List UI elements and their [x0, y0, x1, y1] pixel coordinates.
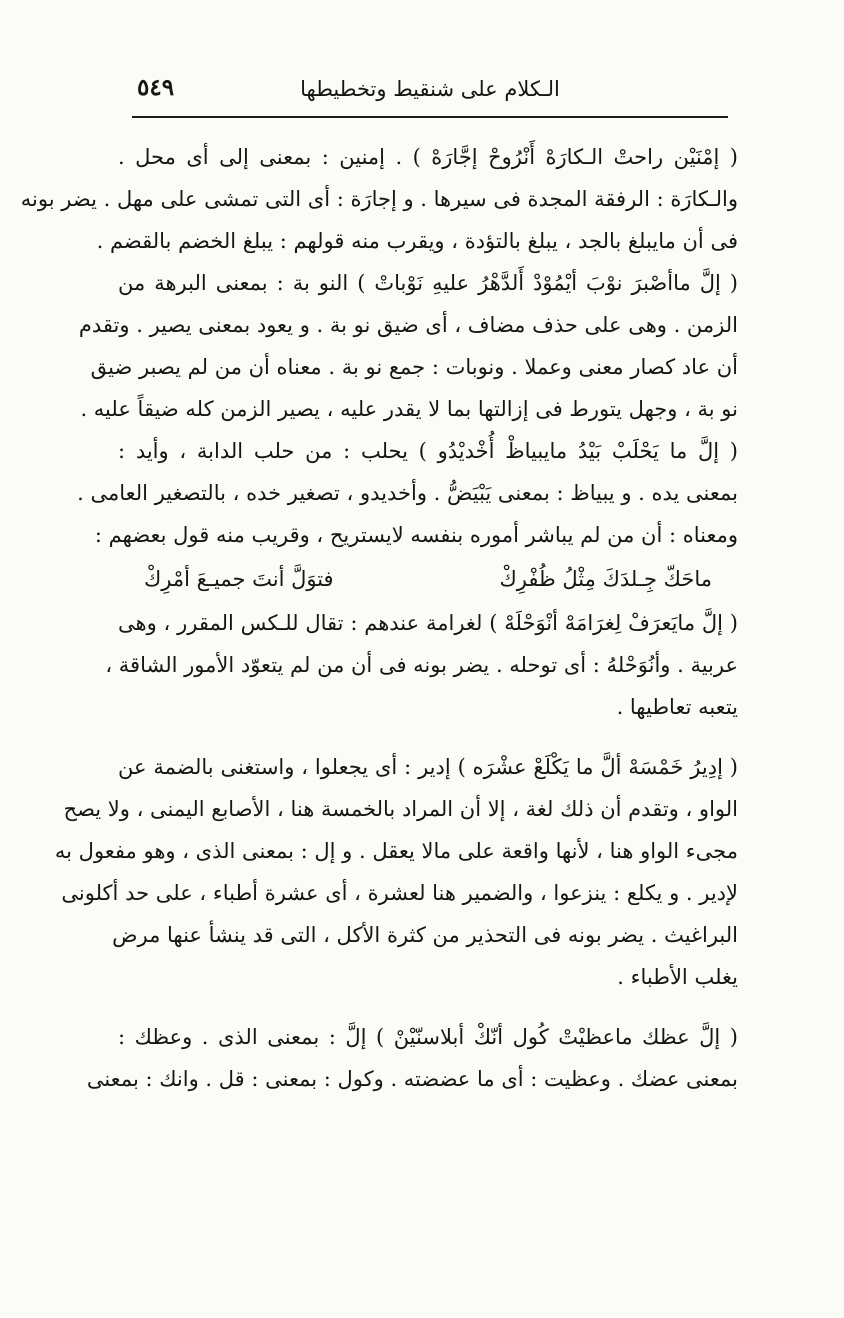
verse-first-hemistich: ماحَكّ جِـلدَكَ مِثْلُ ظُفْرِكْ	[499, 567, 712, 591]
text-line: عربية . وأنُوَحْلهُ : أى توحله . يضر بونه فى أن من لم يتعوّد الأمور الشاقة ،	[105, 653, 738, 677]
page-body	[20, 136, 738, 1100]
text-line: والـكارَة : الرفقة المجدة فى سيرها . و إجارَة : أى التى تمشى على مهل . يضر بونه	[20, 187, 738, 211]
page-header	[135, 72, 725, 106]
text-line: ( إلَّ عظك ماعظيْتْ كُول أنّكْ أبلاسنّيْنْ ) إلَّ : بمعنى الذى . وعظك :	[118, 1025, 738, 1049]
text-line: بمعنى عضك . وعظيت : أى ما عضضته . وكول : بمعنى : قل . وانك : بمعنى	[86, 1067, 738, 1091]
text-line: لإدير . و يكلع : ينزعوا ، والضمير هنا لعشرة ، أى عشرة أطباء ، على حد أكلونى	[61, 881, 738, 905]
verse-second-hemistich: فتوَلَّ أنتَ جميـعَ أمْرِكْ	[144, 567, 334, 591]
text-line: ( إلَّ مايَعرَفْ لِغرَامَهْ أنْوَحْلَهْ ) لغرامة عندهم : تقال للـكس المقرر ، وهى	[118, 611, 738, 635]
text-line: ( إلَّ ما يَحْلَبْ بَيْدُ مايبياظْ أُخْديْدُو ) يحلب : من حلب الدابة ، وأيد :	[118, 439, 738, 463]
text-line: بمعنى يده . و يبياظ : بمعنى يَبْيَضُّ . وأخديدو ، تصغير خده ، بالتصغير العامى .	[77, 481, 738, 505]
text-line: نو بة ، وجهل يتورط فى إزالتها بما لا يقدر عليه ، يصير الزمن كله ضيقاً عليه .	[80, 397, 738, 421]
text-line: ( إمْنَيْن راحتْ الـكارَهْ أَنْرُوحْ إجَّارَهْ ) . إمنين : بمعنى إلى أى محل .	[118, 145, 738, 169]
running-title: الـكلام على شنقيط وتخطيطها	[300, 77, 560, 101]
text-line: البراغيث . يضر بونه فى التحذير من كثرة الأكل ، التى قد ينشأ عنها مرض	[112, 923, 738, 947]
header-rule	[132, 116, 728, 118]
text-line: ( إلَّ ماأصْبرَ نوْبَ أيْمُوْدْ أَلدَّهْرُ عليهِ نَوْباتْ ) النو بة : بمعنى البرهة من	[118, 271, 738, 295]
text-line: فى أن مايبلغ بالجد ، يبلغ بالتؤدة ، ويقرب منه قولهم : يبلغ الخضم بالقضم .	[96, 229, 738, 253]
poem-verse	[118, 556, 738, 602]
text-line: يغلب الأطباء .	[617, 965, 738, 989]
text-line: ومعناه : أن من لم يباشر أموره بنفسه لايستريح ، وقريب منه قول بعضهم :	[94, 523, 738, 547]
text-line: ( إدِيرُ خَمْسَهْ ألَّ ما يَكْلَعْ عشْرَه ) إدير : أى يجعلوا ، واستغنى بالضمة عن	[118, 755, 738, 779]
text-line: أن عاد كصار معنى وعملا . ونوبات : جمع نو بة . معناه أن من لم يصبر ضيق	[90, 355, 738, 379]
text-line: مجىء الواو هنا ، لأنها واقعة على مالا يعقل . و إل : بمعنى الذى ، وهو مفعول به	[54, 839, 738, 863]
text-line: الواو ، وتقدم أن ذلك لغة ، إلا أن المراد بالخمسة هنا ، الأصابع اليمنى ، ولا يصح	[63, 797, 738, 821]
page-number: ٥٤٩	[137, 74, 175, 101]
text-line: يتعبه تعاطيها .	[616, 695, 738, 719]
text-line: الزمن . وهى على حذف مضاف ، أى ضيق نو بة . و يعود بمعنى يصير . وتقدم	[78, 313, 738, 337]
